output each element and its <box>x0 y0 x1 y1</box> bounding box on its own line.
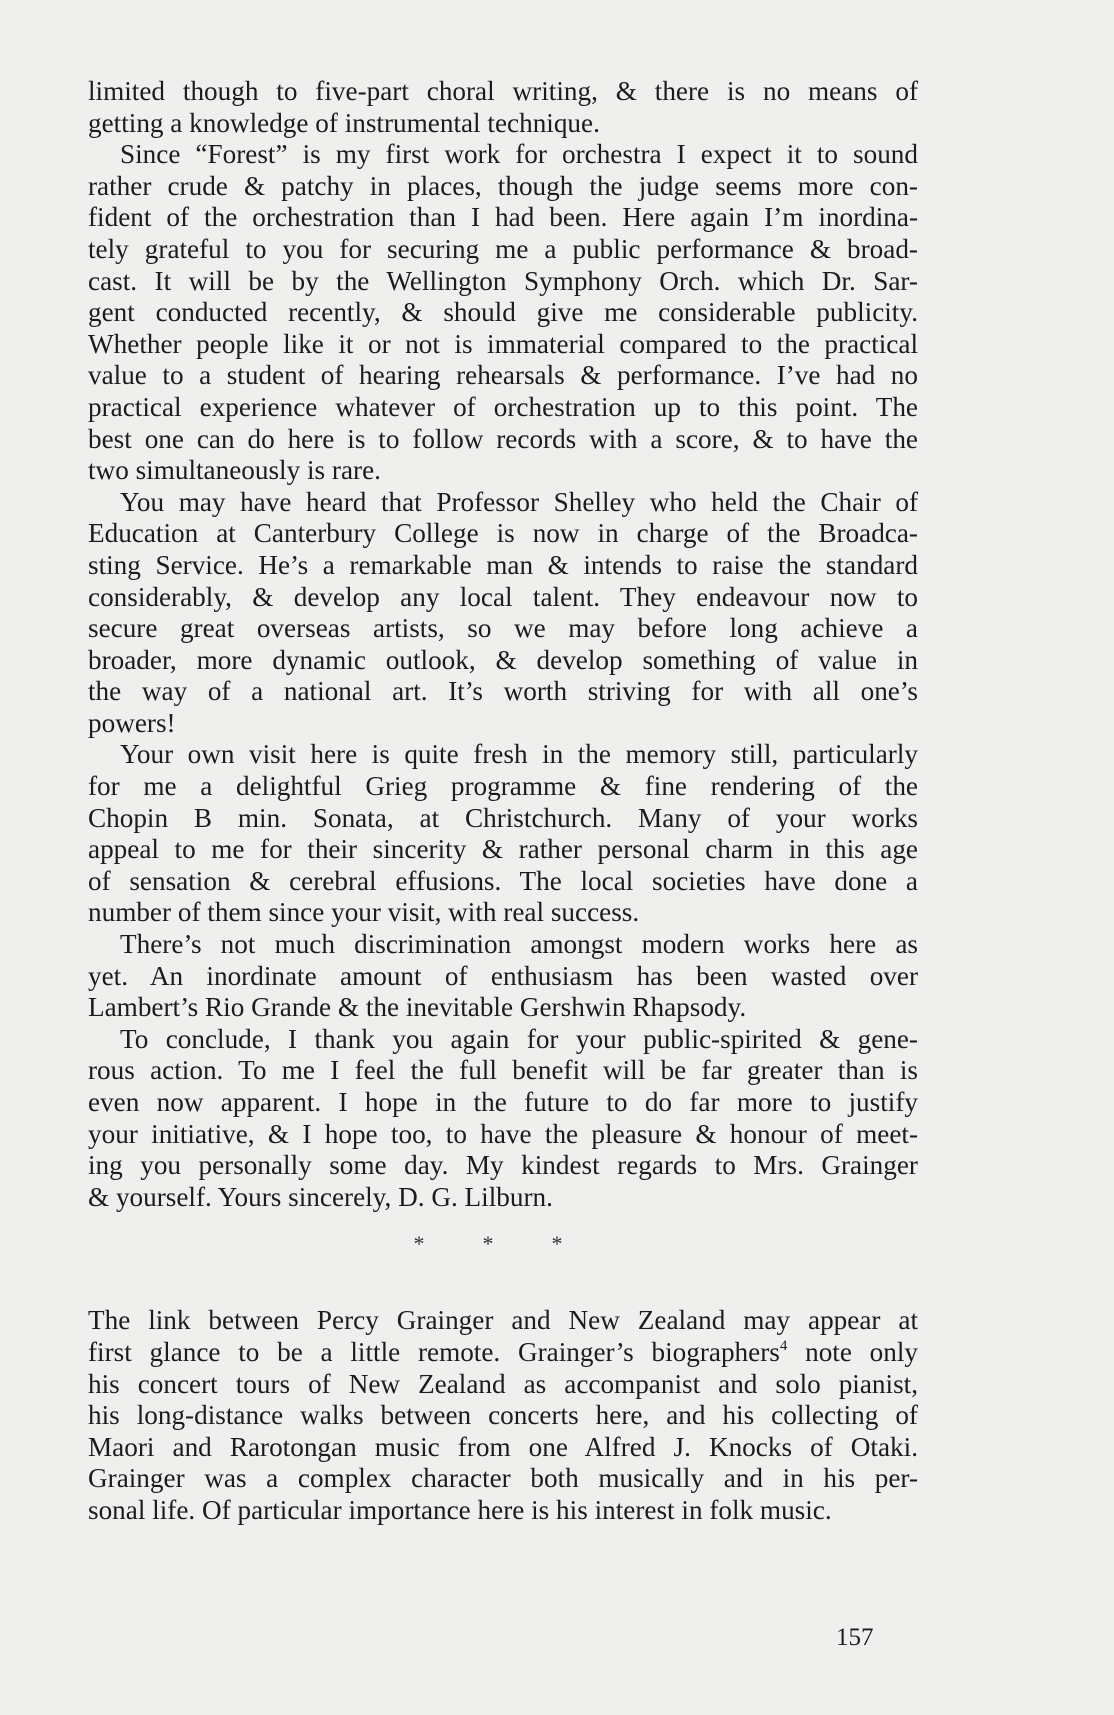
text-line: best one can do here is to follow records with a score, & to have the <box>88 423 918 454</box>
text-line: broader, more dynamic outlook, & develop something of value in <box>88 644 918 675</box>
text-line: tely grateful to you for securing me a public performance & broad- <box>88 233 918 264</box>
text-line: two simultaneously is rare. <box>88 455 381 486</box>
text-line: your initiative, & I hope too, to have the pleasure & honour of meet- <box>88 1118 918 1149</box>
text-line: of sensation & cerebral effusions. The local societies have done a <box>88 865 918 896</box>
text-line: considerably, & develop any local talent. They endeavour now to <box>88 581 918 612</box>
text-line: There’s not much discrimination amongst modern works here as <box>120 929 918 960</box>
footnote-reference[interactable]: 4 <box>779 1337 788 1354</box>
text-line: gent conducted recently, & should give me considerable publicity. <box>88 297 918 328</box>
text-line: To conclude, I thank you again for your public-spirited & gene- <box>120 1023 918 1054</box>
text-line: powers! <box>88 707 176 738</box>
text-line <box>88 1337 918 1369</box>
text-line: his concert tours of New Zealand as accompanist and solo pianist, <box>88 1368 918 1399</box>
text-line: limited though to five-part choral writing, & there is no means of <box>88 76 918 106</box>
text-line: sting Service. He’s a remarkable man & intends to raise the standard <box>88 549 918 580</box>
text-line: fident of the orchestration than I had been. Here again I’m inordina- <box>88 202 918 233</box>
text-line: number of them since your visit, with real success. <box>88 897 640 928</box>
text-line: ing you personally some day. My kindest regards to Mrs. Grainger <box>88 1150 918 1181</box>
text-line: Chopin B min. Sonata, at Christchurch. Many of your works <box>88 802 918 833</box>
text-line: & yourself. Yours sincerely, D. G. Lilburn. <box>88 1181 553 1212</box>
text-line: Education at Canterbury College is now in charge of the Broadca- <box>88 518 918 549</box>
text-line: sonal life. Of particular importance here is his interest in folk music. <box>88 1494 832 1525</box>
separator-asterisk: * <box>482 1231 494 1257</box>
text-line: for me a delightful Grieg programme & fine rendering of the <box>88 771 918 802</box>
text-line: cast. It will be by the Wellington Symphony Orch. which Dr. Sar- <box>88 265 918 296</box>
text-line: even now apparent. I hope in the future to do far more to justify <box>88 1087 918 1117</box>
text-line: Whether people like it or not is immaterial compared to the practical <box>88 328 918 359</box>
text-line: The link between Percy Grainger and New Zealand may appear at <box>88 1305 918 1336</box>
text-line: rather crude & patchy in places, though the judge seems more con- <box>88 170 918 201</box>
text-line: secure great overseas artists, so we may before long achieve a <box>88 613 918 644</box>
page-number: 157 <box>836 1624 874 1651</box>
text-line: the way of a national art. It’s worth striving for with all one’s <box>88 676 918 707</box>
page-text <box>88 76 918 1527</box>
text-line: Maori and Rarotongan music from one Alfred J. Knocks of Otaki. <box>88 1431 918 1462</box>
text-line: Lambert’s Rio Grande & the inevitable Gershwin Rhapsody. <box>88 992 747 1023</box>
text-line: his long-distance walks between concerts here, and his collecting of <box>88 1400 918 1431</box>
text-line: yet. An inordinate amount of enthusiasm has been wasted over <box>88 960 918 991</box>
text-line: value to a student of hearing rehearsals & performance. I’ve had no <box>88 360 918 391</box>
text-line: getting a knowledge of instrumental technique. <box>88 107 600 138</box>
text-line: practical experience whatever of orchestration up to this point. The <box>88 391 918 422</box>
text-line: You may have heard that Professor Shelley who held the Chair of <box>120 486 918 517</box>
text-line: Your own visit here is quite fresh in the memory still, particularly <box>120 739 918 770</box>
separator-asterisk: * <box>413 1231 425 1257</box>
text-line: appeal to me for their sincerity & rather personal charm in this age <box>88 834 918 865</box>
text-span: note only <box>787 1336 918 1367</box>
text-span: first glance to be a little remote. Grainger’s biographers <box>88 1336 780 1367</box>
text-line: Grainger was a complex character both musically and in his per- <box>88 1463 918 1494</box>
text-line: Since “Forest” is my first work for orchestra I expect it to sound <box>120 139 918 170</box>
text-line: rous action. To me I feel the full benefit will be far greater than is <box>88 1055 918 1086</box>
section-separator <box>88 1213 918 1275</box>
separator-asterisk: * <box>551 1231 563 1257</box>
